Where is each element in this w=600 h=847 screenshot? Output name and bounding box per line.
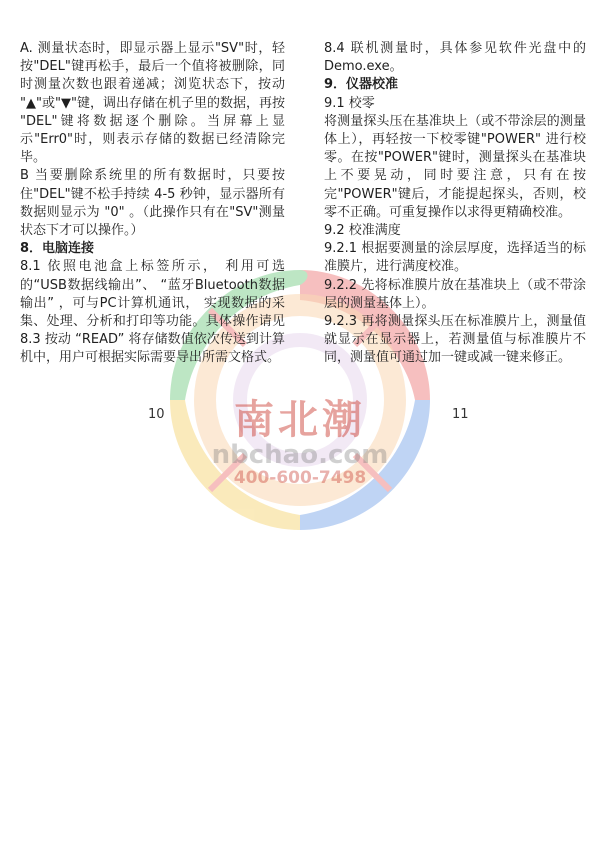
right-page-column (324, 40, 586, 368)
section-heading-calibration: 9．仪器校准 (324, 77, 399, 93)
subheading-9-1: 9.1 校零 (324, 95, 375, 111)
paragraph-8-1: 8.1 依照电池盒上标签所示， 利用可选的“USB数据线输出”、 “蓝牙Bluetooth数据输出” ，可与PC计算机通讯， 实现数据的采集、处理、分析和打印等功能。具体操作请见8.3 按动 “READ” 将存储数值依次传送到计算机中，用户可根据实际需要导出所需文格式。 (20, 259, 285, 366)
paragraph-9-2-1: 9.2.1 根据要测量的涂层厚度，选择适当的标准膜片，进行满度校准。 (324, 241, 586, 275)
paragraph-9-2-2: 9.2.2 先将标准膜片放在基准块上（或不带涂层的测量基体上）。 (324, 277, 586, 311)
paragraph-delete-single: A. 测量状态时，即显示器上显示"SV"时，轻按"DEL"键再松手，最后一个值将被删除，同时测量次数也跟着递减；浏览状态下，按动 "▲"或"▼"键，调出存储在机子里的数据，再按 "DEL"键将数据逐个删除。当屏幕上显示"Err0"时，则表示存储的数据已经清除完毕。 (20, 41, 285, 166)
watermark-brand-text: 南北潮 (234, 397, 366, 443)
paragraph-zeroing: 将测量探头压在基准块上（或不带涂层的测量体上），再轻按一下校零键"POWER" 进行校零。在按"POWER"键时，测量探头在基准块上不要晃动，同时要注意，只有在按完"POWER"键后，才能提起探头，否则，校零不正确。可重复操作以求得更精确校准。 (324, 113, 586, 220)
left-page-column (20, 40, 285, 368)
paragraph-8-4: 8.4 联机测量时，具体参见软件光盘中的Demo.exe。 (324, 41, 586, 75)
subheading-9-2: 9.2 校准满度 (324, 223, 401, 239)
section-heading-pc-connection: 8．电脑连接 (20, 241, 95, 257)
page-number-right: 11 (452, 407, 469, 422)
paragraph-delete-all: B 当要删除系统里的所有数据时，只要按住"DEL"键不松手持续 4-5 秒钟，显示器所有数据则显示为 "0" 。（此操作只有在"SV"测量状态下才可以操作。） (20, 168, 285, 239)
watermark-domain-text: nbchao.com (211, 440, 389, 470)
paragraph-9-2-3: 9.2.3 再将测量探头压在标准膜片上，测量值就显示在显示器上，若测量值与标准膜片不同，测量值可通过加一键或减一键来修正。 (324, 314, 586, 366)
page-number-left: 10 (148, 407, 165, 422)
watermark-phone-text: 400-600-7498 (233, 468, 367, 488)
